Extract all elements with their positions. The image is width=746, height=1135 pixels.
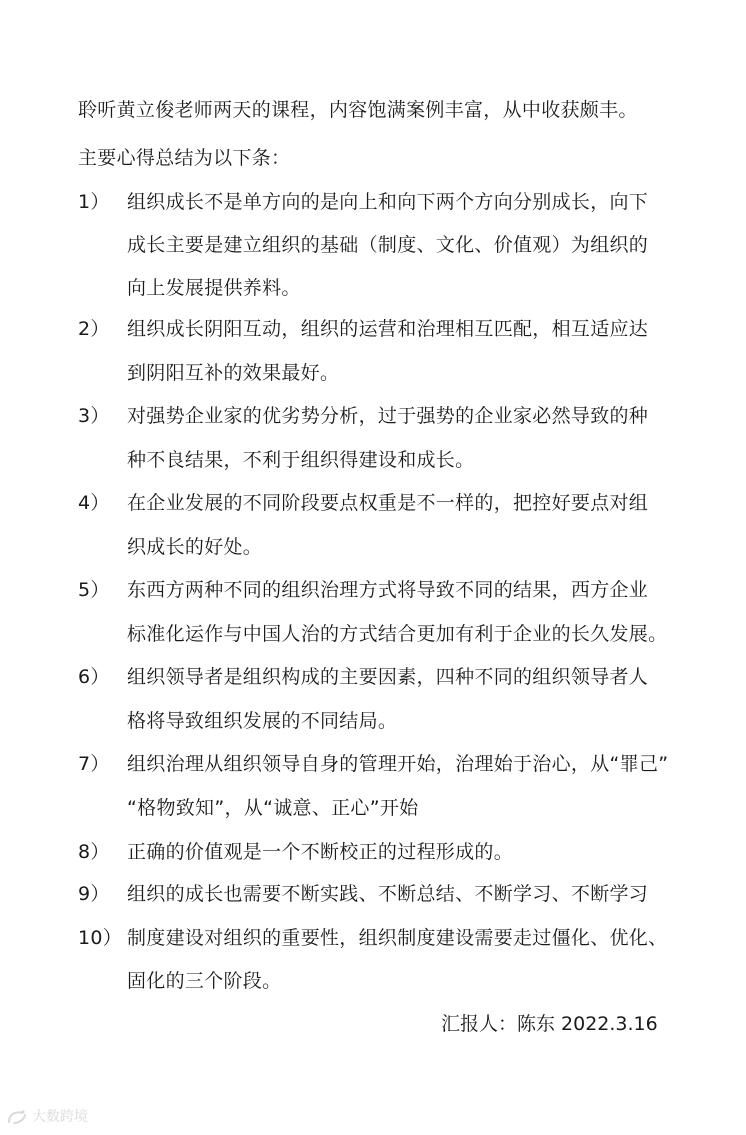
item-text-line: 向上发展提供养料。 <box>127 277 301 299</box>
item-text-line: 到阴阳互补的效果最好。 <box>127 362 340 384</box>
item-number: 4） <box>78 492 110 514</box>
item-number: 9） <box>78 883 110 905</box>
item-text-line: 标准化运作与中国人治的方式结合更加有利于企业的长久发展。 <box>127 623 668 645</box>
item-text-line: 组织成长不是单方向的是向上和向下两个方向分别成长，向下 <box>127 191 649 213</box>
signature: 汇报人：陈东 2022.3.16 <box>441 1013 658 1035</box>
watermark-text: 大数跨境 <box>32 1109 88 1125</box>
item-text-line: “格物致知”，从“诚意、正心”开始 <box>127 797 419 819</box>
item-number: 5） <box>78 579 110 601</box>
item-text-line: 组织领导者是组织构成的主要因素，四种不同的组织领导者人 <box>127 666 649 688</box>
item-text-line: 格将导致组织发展的不同结局。 <box>127 710 398 732</box>
item-text-line: 种不良结果，不利于组织得建设和成长。 <box>127 449 475 471</box>
item-text-line: 组织的成长也需要不断实践、不断总结、不断学习、不断学习 <box>127 883 649 905</box>
item-number: 1） <box>78 191 110 213</box>
item-text-line: 组织成长阴阳互动，组织的运营和治理相互匹配，相互适应达 <box>127 318 649 340</box>
item-number: 6） <box>78 666 110 688</box>
item-number: 2） <box>78 318 110 340</box>
item-text-line: 东西方两种不同的组织治理方式将导致不同的结果，西方企业 <box>127 579 649 601</box>
intro-line-1: 聆听黄立俊老师两天的课程，内容饱满案例丰富，从中收获颇丰。 <box>78 99 638 121</box>
item-number: 7） <box>78 753 110 775</box>
item-text-line: 组织治理从组织领导自身的管理开始，治理始于治心，从“罪己” <box>127 753 669 775</box>
item-text-line: 对强势企业家的优劣势分析，过于强势的企业家必然导致的种 <box>127 405 649 427</box>
watermark <box>6 1108 88 1126</box>
item-number: 10） <box>78 927 123 949</box>
item-text-line: 制度建设对组织的重要性，组织制度建设需要走过僵化、优化、 <box>127 927 668 949</box>
item-text-line: 正确的价值观是一个不断校正的过程形成的。 <box>127 841 514 863</box>
item-text-line: 在企业发展的不同阶段要点权重是不一样的，把控好要点对组 <box>127 492 649 514</box>
item-text-line: 织成长的好处。 <box>127 536 263 558</box>
brand-logo-icon <box>6 1108 28 1126</box>
item-number: 3） <box>78 405 110 427</box>
item-text-line: 成长主要是建立组织的基础（制度、文化、价值观）为组织的 <box>127 234 649 256</box>
item-text-line: 固化的三个阶段。 <box>127 970 282 992</box>
intro-line-2: 主要心得总结为以下条： <box>78 147 291 169</box>
item-number: 8） <box>78 841 110 863</box>
